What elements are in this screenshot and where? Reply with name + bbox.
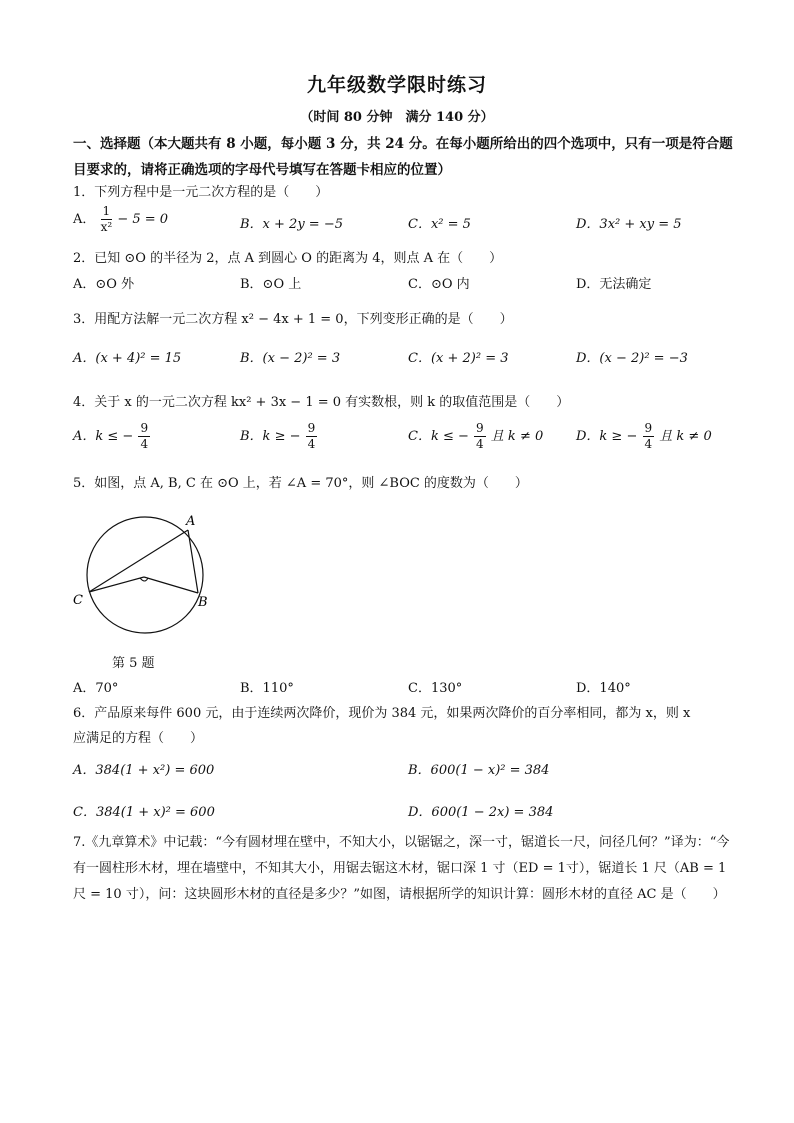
fraction-numerator: 9 bbox=[644, 421, 653, 435]
question-2-option-c: C．⊙O 内 bbox=[408, 277, 470, 292]
chord-ca bbox=[89, 530, 188, 592]
question-6-stem-line1: 6．产品原来每件 600 元，由于连续两次降价，现价为 384 元，如果两次降价的百分率相同，都为 x，则 x bbox=[73, 706, 691, 721]
question-6-option-a: A．384(1 + x²) = 600 bbox=[73, 763, 215, 778]
question-2-option-d: D．无法确定 bbox=[576, 277, 652, 292]
question-2-option-a: A．⊙O 外 bbox=[73, 277, 135, 292]
question-4-option-d bbox=[576, 421, 712, 452]
option-prefix: A．k ≤ − bbox=[73, 429, 134, 444]
option-prefix: C．k ≤ − bbox=[408, 429, 469, 444]
question-6-option-d: D．600(1 − 2x) = 384 bbox=[408, 805, 554, 820]
question-5-option-d: D．140° bbox=[576, 681, 631, 696]
question-6-option-b: B．600(1 − x)² = 384 bbox=[408, 763, 550, 778]
fraction-numerator: 9 bbox=[307, 421, 316, 435]
figure-caption: 第 5 题 bbox=[112, 656, 155, 671]
fraction-denominator: 4 bbox=[476, 437, 484, 451]
question-1-option-c: C．x² = 5 bbox=[408, 217, 471, 232]
radius-oc bbox=[89, 577, 144, 592]
question-1-option-a bbox=[73, 204, 168, 235]
question-3-option-c: C．(x + 2)² = 3 bbox=[408, 351, 509, 366]
circle-figure bbox=[70, 505, 220, 645]
option-a-tail: − 5 = 0 bbox=[117, 212, 169, 227]
radius-ob bbox=[144, 577, 198, 593]
fraction-denominator: 4 bbox=[644, 437, 653, 451]
fraction-denominator: 4 bbox=[140, 437, 149, 451]
fraction bbox=[474, 421, 486, 452]
question-5-option-c: C．130° bbox=[408, 681, 463, 696]
question-1-option-d: D．3x² + xy = 5 bbox=[576, 217, 682, 232]
label-b: B bbox=[198, 595, 208, 610]
question-4-option-b bbox=[240, 421, 318, 452]
label-c: C bbox=[73, 593, 83, 608]
chord-ab bbox=[188, 530, 198, 593]
fraction-denominator: x² bbox=[100, 220, 113, 234]
fraction bbox=[101, 204, 113, 235]
circle-o bbox=[87, 517, 203, 633]
label-a: A bbox=[186, 514, 196, 529]
fraction bbox=[138, 421, 150, 452]
question-1-option-b: B．x + 2y = −5 bbox=[240, 217, 343, 232]
question-5-option-b: B．110° bbox=[240, 681, 294, 696]
section-heading: 一、选择题（本大题共有 8 小题，每小题 3 分，共 24 分。在每小题所给出的四个选项中，只有一项是符合题目要求的，请将正确选项的字母代号填写在答题卡相应的位置） bbox=[73, 136, 733, 178]
question-3-option-a: A．(x + 4)² = 15 bbox=[73, 351, 182, 366]
fraction-numerator: 1 bbox=[102, 204, 111, 218]
option-letter: A． bbox=[73, 212, 96, 227]
option-prefix: D．k ≥ − bbox=[576, 429, 638, 444]
question-6-stem-line2: 应满足的方程（ ） bbox=[73, 731, 204, 746]
question-5-stem: 5．如图，点 A, B, C 在 ⊙O 上，若 ∠A = 70°，则 ∠BOC 的度数为（ ） bbox=[73, 476, 528, 491]
question-7-stem: 7.《九章算术》中记载：“今有圆材埋在壁中，不知大小，以锯锯之，深一寸，锯道长一尺，问径几何？”译为：“今有一圆柱形木材，埋在墙壁中，不知其大小，用锯去锯这木材，锯口深 1 寸（ED = 1寸），锯道长 1 尺（AB = 1尺 = 10 寸），问：这块圆形木材的直径是多少？”如图，请根据所学的知识计算：圆形木材的直径 AC 是（ ） bbox=[73, 835, 730, 902]
option-suffix: 且 k ≠ 0 bbox=[490, 429, 544, 444]
question-3-option-b: B．(x − 2)² = 3 bbox=[240, 351, 341, 366]
question-4-option-a bbox=[73, 421, 151, 452]
question-3-stem: 3．用配方法解一元二次方程 x² − 4x + 1 = 0，下列变形正确的是（ ） bbox=[73, 312, 513, 327]
question-3-option-d: D．(x − 2)² = −3 bbox=[576, 351, 688, 366]
fraction bbox=[643, 421, 655, 452]
question-2-stem: 2．已知 ⊙O 的半径为 2，点 A 到圆心 O 的距离为 4，则点 A 在（ ） bbox=[73, 251, 503, 266]
question-4-option-c bbox=[408, 421, 543, 452]
question-2-option-b: B．⊙O 上 bbox=[240, 277, 302, 292]
question-6-option-c: C．384(1 + x)² = 600 bbox=[73, 805, 215, 820]
question-5-option-a: A．70° bbox=[73, 681, 119, 696]
option-suffix: 且 k ≠ 0 bbox=[659, 429, 712, 444]
option-prefix: B．k ≥ − bbox=[240, 429, 301, 444]
page-subtitle: （时间 80 分钟 满分 140 分） bbox=[300, 110, 494, 125]
fraction-numerator: 9 bbox=[140, 421, 149, 435]
fraction bbox=[306, 421, 318, 452]
question-1-stem: 1．下列方程中是一元二次方程的是（ ） bbox=[73, 185, 329, 200]
fraction-numerator: 9 bbox=[476, 421, 484, 435]
fraction-denominator: 4 bbox=[307, 437, 316, 451]
page-title: 九年级数学限时练习 bbox=[306, 74, 487, 96]
question-4-stem: 4．关于 x 的一元二次方程 kx² + 3x − 1 = 0 有实数根，则 k 的取值范围是（ ） bbox=[73, 395, 570, 410]
